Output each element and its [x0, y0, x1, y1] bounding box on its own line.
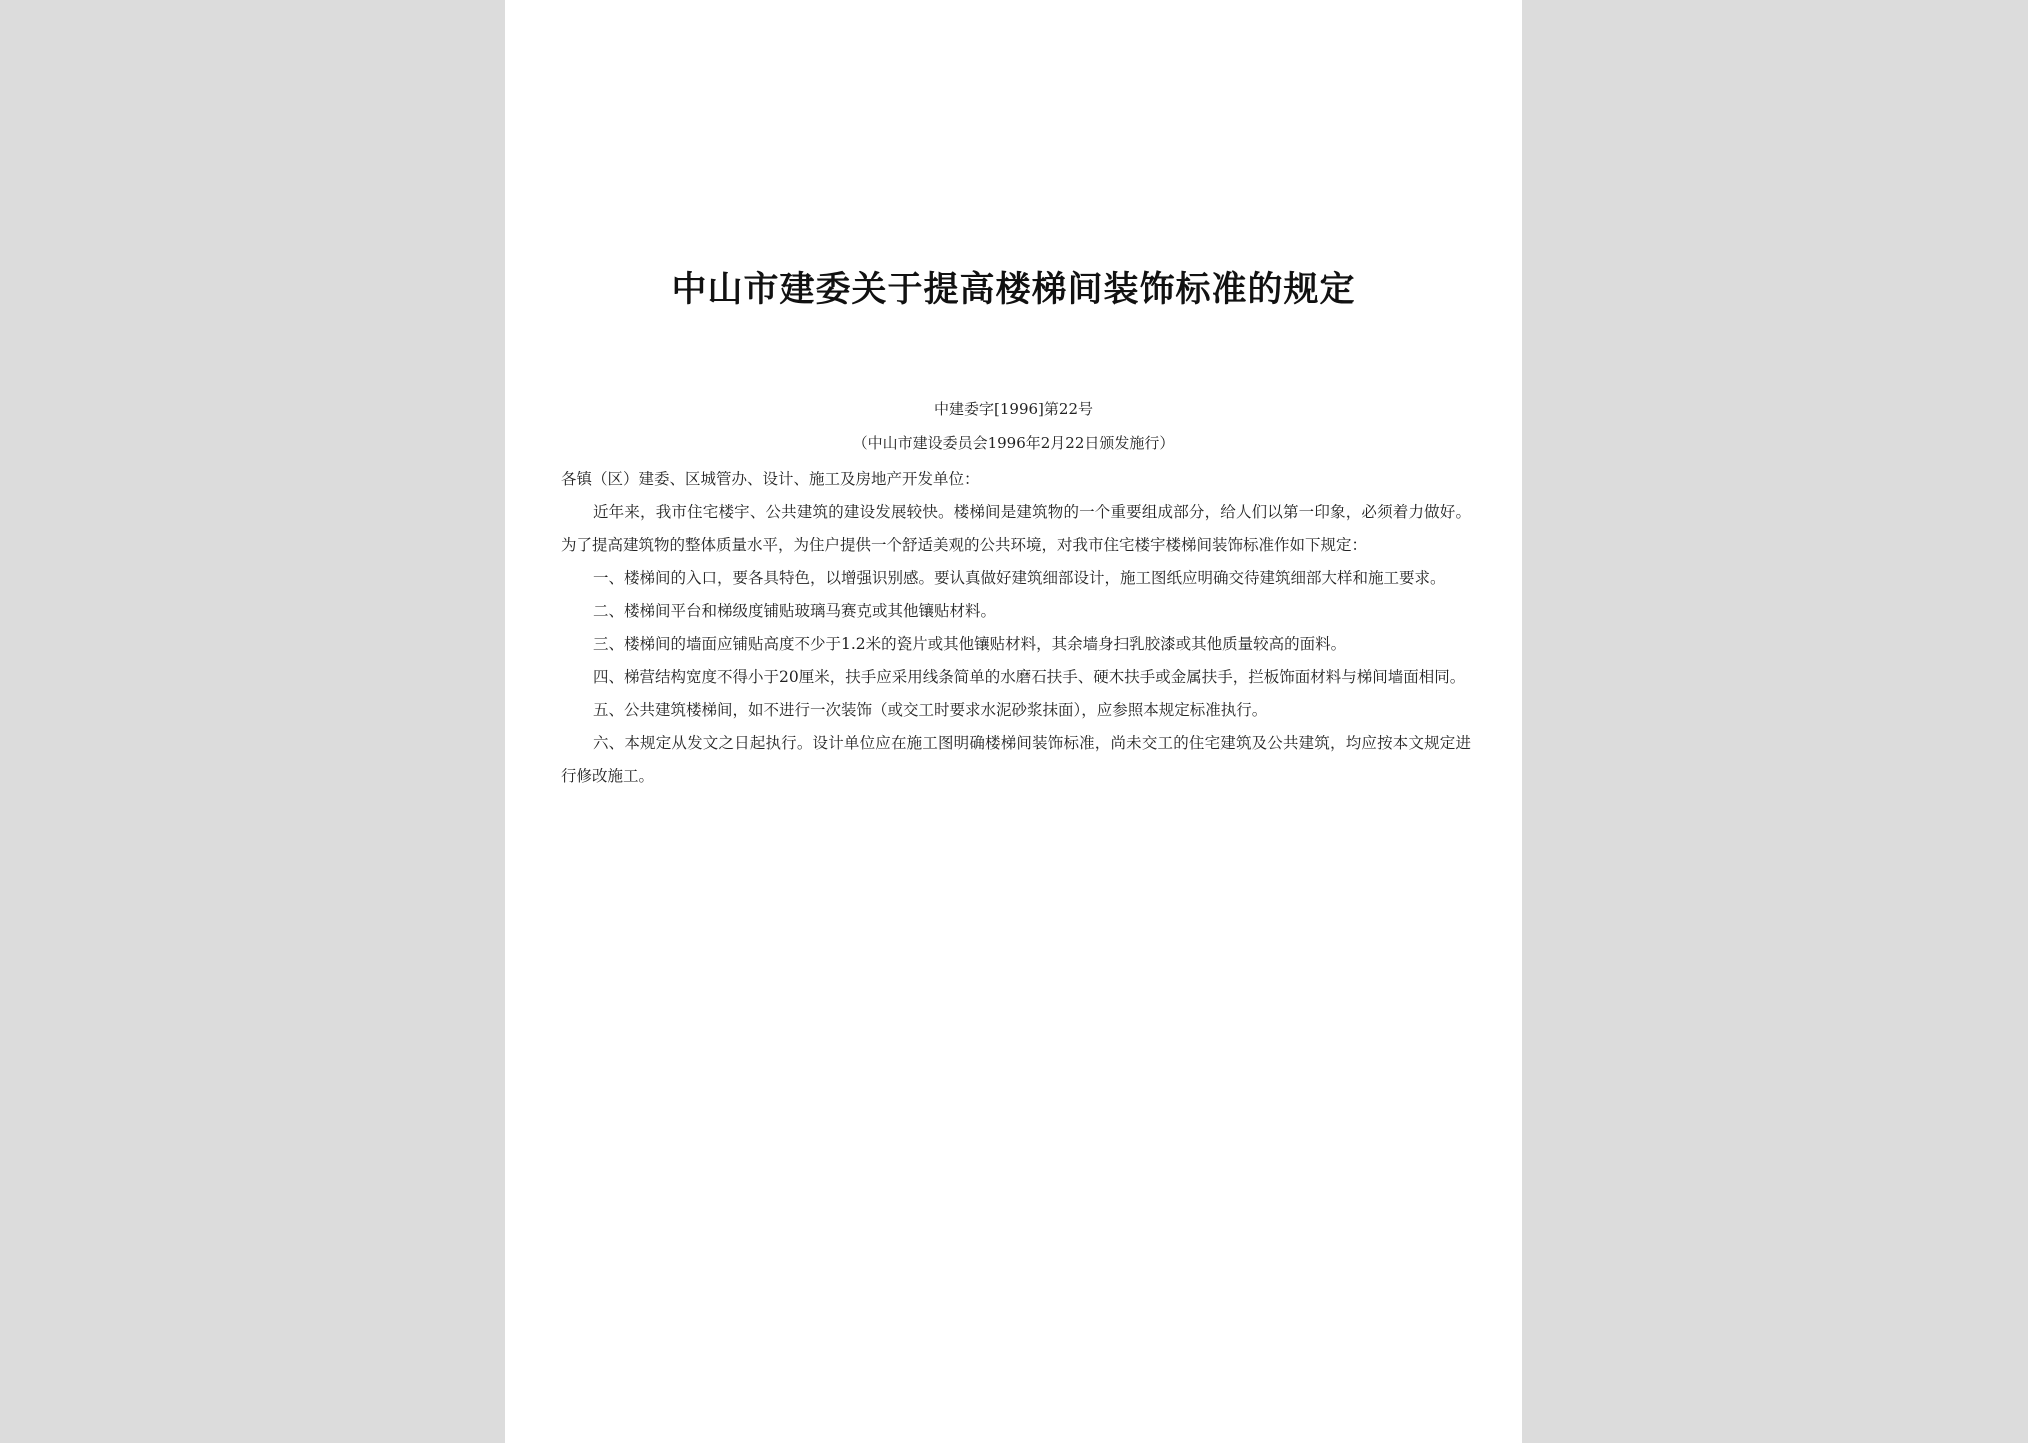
paragraph-intro: 近年来，我市住宅楼宇、公共建筑的建设发展较快。楼梯间是建筑物的一个重要组成部分，给人们以第一印象，必须着力做好。为了提高建筑物的整体质量水平，为住户提供一个舒适美观的公共环境，对我市住宅楼宇楼梯间装饰标准作如下规定： — [561, 503, 1471, 554]
paragraph-item-6: 六、本规定从发文之日起执行。设计单位应在施工图明确楼梯间装饰标准，尚未交工的住宅建筑及公共建筑，均应按本文规定进行修改施工。 — [561, 734, 1471, 785]
issue-note: （中山市建设委员会1996年2月22日颁发施行） — [852, 434, 1175, 452]
paragraph-item-2: 二、楼梯间平台和梯级度铺贴玻璃马赛克或其他镶贴材料。 — [593, 602, 997, 620]
paragraph-item-5: 五、公共建筑楼梯间，如不进行一次装饰（或交工时要求水泥砂浆抹面），应参照本规定标准执行。 — [593, 701, 1268, 719]
document-page — [505, 0, 1522, 1443]
document-title: 中山市建委关于提高楼梯间装饰标准的规定 — [671, 270, 1356, 310]
document-number: 中建委字[1996]第22号 — [934, 400, 1093, 418]
paragraph-item-1: 一、楼梯间的入口，要各具特色，以增强识别感。要认真做好建筑细部设计，施工图纸应明确交待建筑细部大样和施工要求。 — [593, 569, 1446, 587]
paragraph-item-3: 三、楼梯间的墙面应铺贴高度不少于1.2米的瓷片或其他镶贴材料，其余墙身扫乳胶漆或其他质量较高的面料。 — [593, 635, 1347, 653]
addressee-line: 各镇（区）建委、区城管办、设计、施工及房地产开发单位： — [561, 470, 980, 488]
paragraph-item-4: 四、梯营结构宽度不得小于20厘米，扶手应采用线条简单的水磨石扶手、硬木扶手或金属扶手，拦板饰面材料与梯间墙面相同。 — [593, 668, 1466, 686]
document-body — [561, 463, 1471, 793]
